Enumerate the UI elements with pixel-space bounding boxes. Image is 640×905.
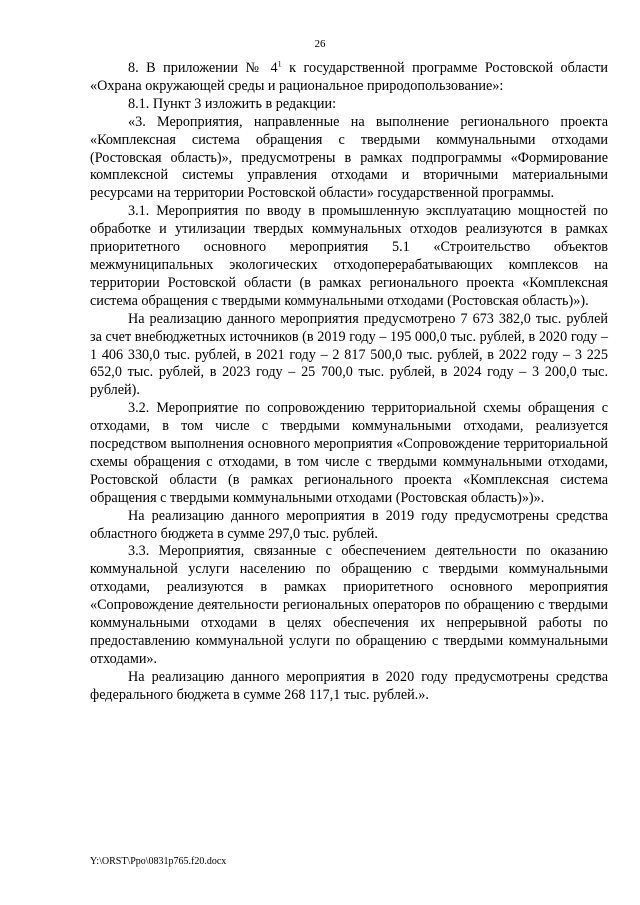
paragraph-3: «3. Мероприятия, направленные на выполнение регионального проекта «Комплексная система обращения с твердыми коммунальными отходами (Ростовская область)», предусмотрены в рамках подпрограммы «Формирование комплексной системы управления отходами и вторичными материальными ресурсами на территории Ростовской области» государственной программы. [90,113,608,202]
paragraph-3-3: 3.3. Мероприятия, связанные с обеспечением деятельности по оказанию коммунальной услуги населению по обращению с твердыми коммунальными отходами, реализуются в рамках приоритетного основного мероприятия «Сопровождение деятельности региональных операторов по обращению с твердыми коммунальными отходами в целях обеспечения их непрерывной работы по предоставлению коммунальной услуги по обращению с твердыми коммунальными отходами». [90,543,608,667]
paragraph-3-1-funding: На реализацию данного мероприятия предусмотрено 7 673 382,0 тыс. рублей за счет внебюджетных источников (в 2019 году – 195 000,0 тыс. рублей, в 2020 году – 1 406 330,0 тыс. рублей, в 2021 году – 2 817 500,0 тыс. рублей, в 2022 году – 3 225 652,0 тыс. рублей, в 2023 году – 25 700,0 тыс. рублей, в 2024 году – 3 200,0 тыс. рублей). [90,310,608,399]
file-path-footer: Y:\ORST\Ppo\0831p765.f20.docx [90,856,227,867]
paragraph-8-text-start: 8. В приложении № 4 [128,60,278,76]
paragraph-8-text-end: к государственной программе Ростовской области «Охрана окружающей среды и рациональное природопользование»: [90,60,608,94]
paragraph-8 [90,60,608,96]
page-number: 26 [314,38,326,50]
paragraph-3-3-funding: На реализацию данного мероприятия в 2020 году предусмотрены средства федерального бюджета в сумме 268 117,1 тыс. рублей.». [90,668,608,703]
superscript: 1 [277,59,282,69]
paragraph-8-1: 8.1. Пункт 3 изложить в редакции: [128,95,337,112]
document-body [90,60,608,705]
paragraph-3-1: 3.1. Мероприятия по вводу в промышленную эксплуатацию мощностей по обработке и утилизации твердых коммунальных отходов реализуются в рамках приоритетного основного мероприятия 5.1 «Строительство объектов межмуниципальных экологических отходоперерабатывающих комплексов на территории Ростовской области (в рамках регионального проекта «Комплексная система обращения с твердыми коммунальными отходами (Ростовская область)»). [90,203,608,309]
paragraph-3-2-funding: На реализацию данного мероприятия в 2019 году предусмотрены средства областного бюджета в сумме 297,0 тыс. рублей. [90,507,608,542]
paragraph-3-2: 3.2. Мероприятие по сопровождению территориальной схемы обращения с отходами, в том числе с твердыми коммунальными отходами, реализуется посредством выполнения основного мероприятия «Сопровождение территориальной схемы обращения с отходами, в том числе с твердыми коммунальными отходами, Ростовской области (в рамках регионального проекта «Комплексная система обращения с твердыми коммунальными отходами (Ростовская область)»)». [90,400,608,506]
